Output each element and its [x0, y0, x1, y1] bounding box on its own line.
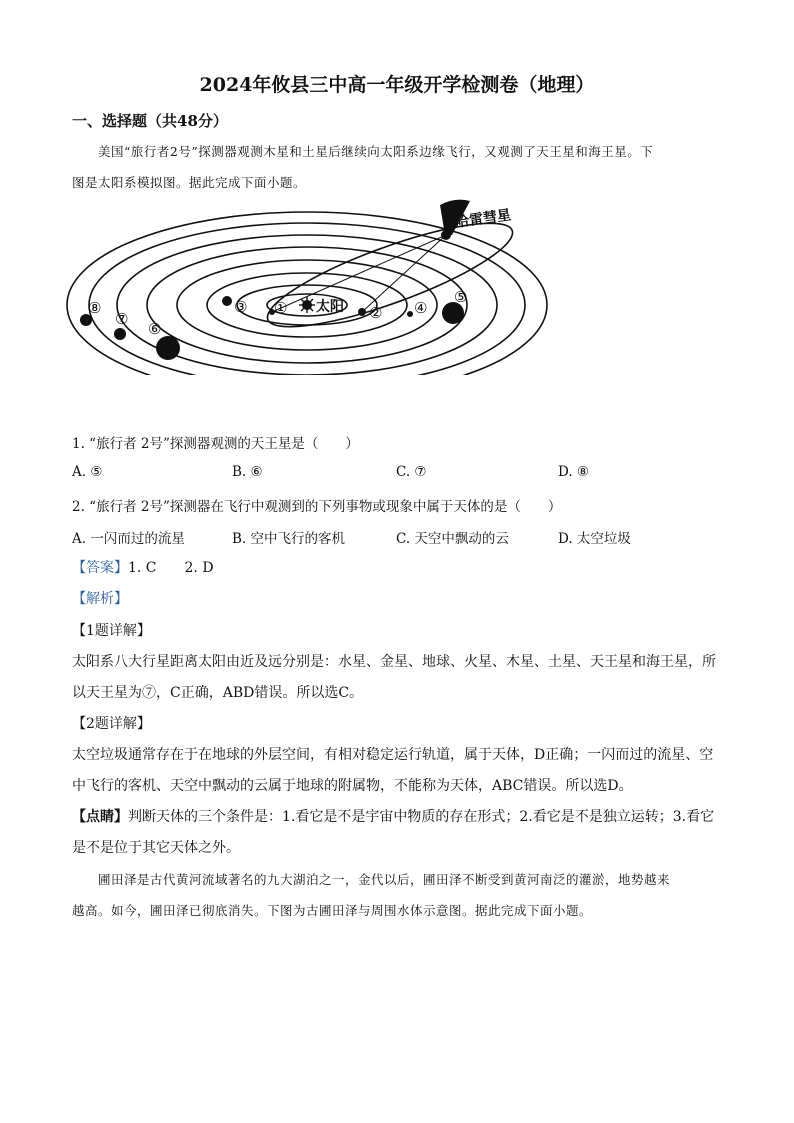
tip-line-1: [72, 806, 714, 826]
planet-3: [222, 296, 232, 306]
question-1: 1. “旅行者 2号”探测器观测的天王星是（ ）: [72, 436, 359, 452]
planet-4: [407, 311, 413, 317]
q1-option-d: D. ⑧: [558, 464, 590, 480]
answer-line: [72, 557, 214, 577]
planet-7: [114, 328, 126, 340]
comet-label: 哈雷彗星: [454, 207, 513, 231]
marker-7: ⑦: [115, 310, 129, 328]
q1-option-c: C. ⑦: [396, 464, 427, 480]
q2-option-a: A. 一闪而过的流星: [72, 531, 185, 547]
marker-8: ⑧: [88, 299, 102, 317]
detail-2-line-2: 中飞行的客机、天空中飘动的云属于地球的附属物，不能称为天体，ABC错误。所以选D。: [72, 778, 633, 794]
detail-1-line-2: 以天王星为⑦，C正确，ABD错误。所以选C。: [72, 685, 364, 701]
q2-option-d: D. 太空垃圾: [558, 531, 631, 547]
analysis-tag: 【解析】: [72, 591, 128, 607]
q2-option-b: B. 空中飞行的客机: [232, 531, 346, 547]
intro2-line-1: 圃田泽是古代黄河流域著名的九大湖泊之一，金代以后，圃田泽不断受到黄河南泛的灌淤，地势越来: [98, 872, 671, 887]
answer-text: 1. C 2. D: [128, 560, 214, 576]
sun-label: 太阳: [316, 299, 344, 315]
q1-option-b: B. ⑥: [232, 464, 263, 480]
marker-1: ①: [274, 299, 288, 317]
intro-line-1: 美国“旅行者2号”探测器观测木星和土星后继续向太阳系边缘飞行，又观测了天王星和海王星。下: [98, 144, 654, 159]
answer-tag: 【答案】: [72, 560, 128, 576]
marker-6: ⑥: [148, 320, 162, 338]
section-heading: 一、选择题（共48分）: [72, 112, 228, 130]
planet-6: [156, 336, 180, 360]
q1-option-a: A. ⑤: [72, 464, 103, 480]
detail-2-heading: 【2题详解】: [72, 716, 151, 732]
page-title: 2024年攸县三中高一年级开学检测卷（地理）: [199, 74, 595, 96]
question-2: 2. “旅行者 2号”探测器在飞行中观测到的下列事物或现象中属于天体的是（ ）: [72, 499, 562, 515]
tip-line-2: 是不是位于其它天体之外。: [72, 840, 240, 856]
intro2-line-2: 越高。如今，圃田泽已彻底消失。下图为古圃田泽与周围水体示意图。据此完成下面小题。: [72, 903, 593, 918]
solar-system-figure: [60, 195, 550, 375]
detail-1-heading: 【1题详解】: [72, 623, 151, 639]
marker-3: ③: [234, 298, 248, 316]
marker-2: ②: [369, 304, 383, 322]
detail-2-line-1: 太空垃圾通常存在于在地球的外层空间，有相对稳定运行轨道，属于天体，D正确；一闪而过的流星、空: [72, 747, 714, 763]
marker-5: ⑤: [454, 288, 468, 306]
q2-option-c: C. 天空中飘动的云: [396, 531, 509, 547]
detail-1-line-1: 太阳系八大行星距离太阳由近及远分别是：水星、金星、地球、火星、木星、土星、天王星和海王星，所: [72, 654, 716, 670]
marker-4: ④: [414, 299, 428, 317]
tip-text: 判断天体的三个条件是：1.看它是不是宇宙中物质的存在形式；2.看它是不是独立运转；3.看它: [128, 809, 715, 825]
intro-line-2: 图是太阳系模拟图。据此完成下面小题。: [72, 175, 307, 190]
tip-tag: 【点睛】: [72, 809, 128, 825]
